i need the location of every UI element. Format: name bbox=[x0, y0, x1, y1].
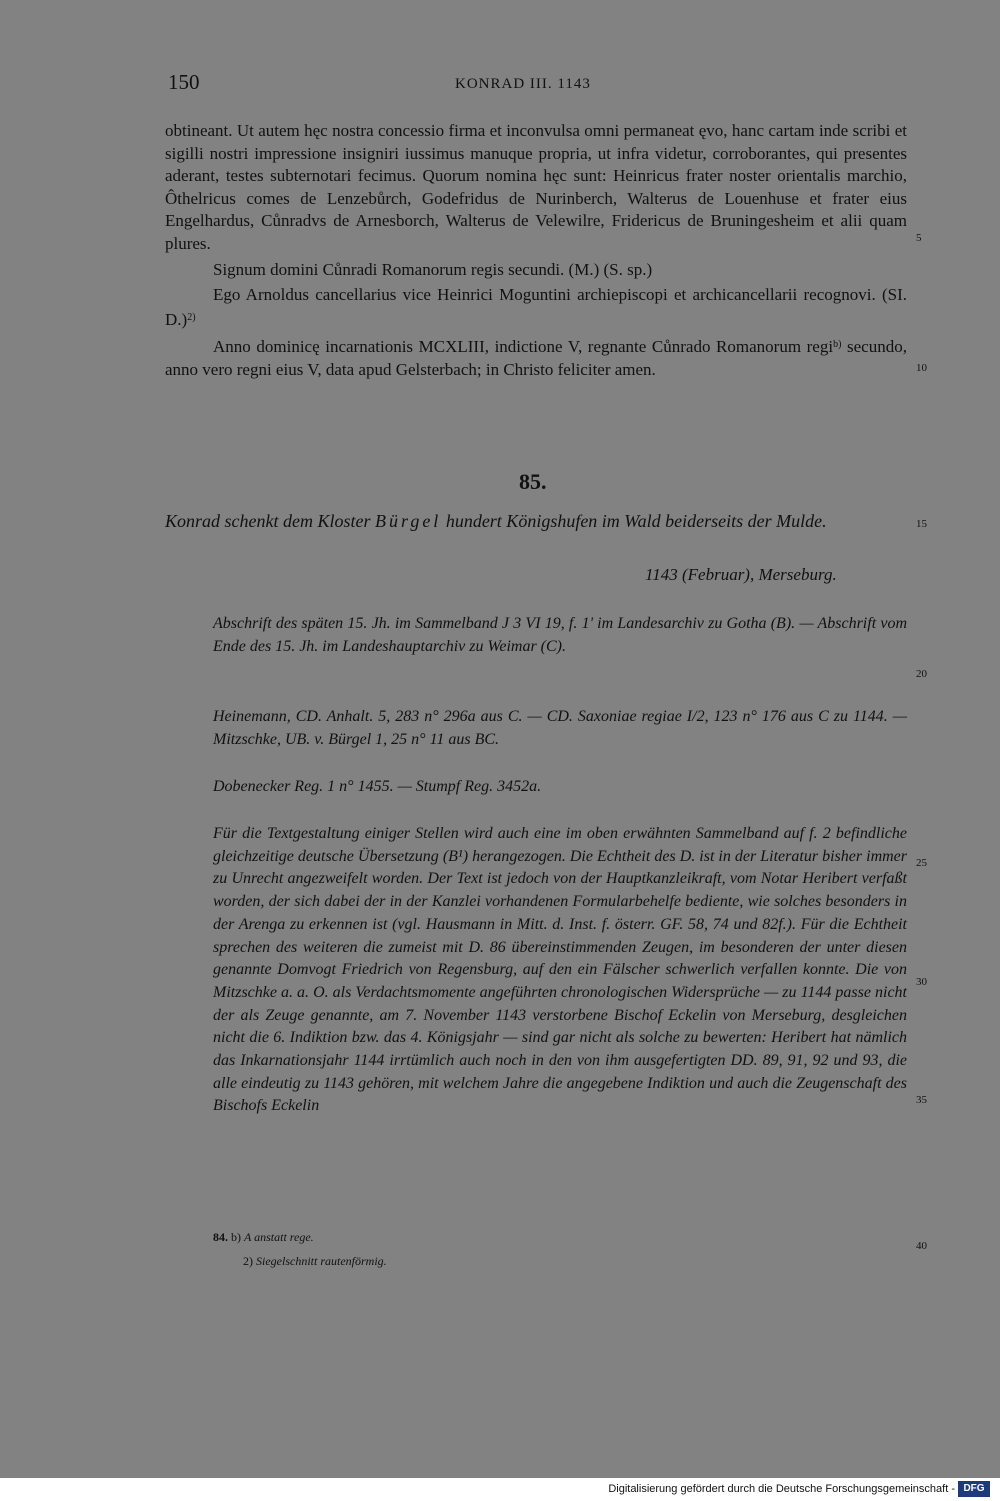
footer-bar bbox=[0, 1478, 1000, 1501]
tradition: Abschrift des späten 15. Jh. im Sammelband J 3 VI 19, f. 1' im Landesarchiv zu Gotha (B). — Abschrift vom Ende des 15. Jh. im Landeshauptarchiv zu Weimar (C). bbox=[213, 615, 907, 655]
page-number: 150 bbox=[168, 70, 200, 94]
footnote-mark: 2) bbox=[187, 311, 196, 323]
doc84-recognition bbox=[165, 284, 907, 331]
doc84-paragraph-1: obtineant. Ut autem hęc nostra concessio firma et inconvulsa omni permaneat ęvo, hanc cartam inde scribi et sigilli nostri impressione insigniri iussimus manuque propria, ut infra videtur, corroborantes, qui presentes aderant, testes subternotari fecimus. Quorum nomina hęc sunt: Heinricus frater noster orientalis marchio, Ôthelricus comes de Lenzebůrch, Godefridus de Nurinberch, Walterus de Louenhuse et frater eius Engelhardus, Cůnradvs de Arnesborch, Walterus de Velewilre, Fridericus de Bruningesheim et alii quam plures. bbox=[165, 121, 907, 253]
recognition-text: Ego Arnoldus cancellarius vice Heinrici Moguntini archiepiscopi et archicancellarii recognovi. (SI. D.) bbox=[165, 285, 907, 329]
footnote-text: Siegelschnitt rautenförmig. bbox=[256, 1254, 387, 1268]
regest bbox=[165, 510, 905, 533]
running-title: KONRAD III. 1143 bbox=[455, 76, 591, 92]
footnote-2 bbox=[243, 1254, 387, 1269]
footer-credit: Digitalisierung gefördert durch die Deutsche Forschungsgemeinschaft - bbox=[608, 1483, 955, 1495]
line-number: 10 bbox=[916, 362, 927, 374]
regesta: Dobenecker Reg. 1 n° 1455. — Stumpf Reg. 3452a. bbox=[213, 778, 542, 795]
footnote-text: A anstatt rege. bbox=[244, 1230, 314, 1244]
date-place: 1143 (Februar), Merseburg. bbox=[645, 565, 837, 584]
line-number: 15 bbox=[916, 518, 927, 530]
footnote-mark: 2) bbox=[243, 1254, 253, 1268]
line-number: 30 bbox=[916, 976, 927, 988]
footnote-ref: 84. bbox=[213, 1230, 228, 1244]
footnote-mark: b) bbox=[833, 339, 842, 351]
line-number: 25 bbox=[916, 857, 927, 869]
line-number: 20 bbox=[916, 668, 927, 680]
dating-text-cont: secundo, anno vero regni eius V, data apud Gelsterbach; in Christo feliciter amen. bbox=[165, 337, 907, 379]
line-number: 5 bbox=[916, 232, 922, 244]
regest-text-cont: hundert Königshufen im Wald beiderseits der Mulde. bbox=[441, 511, 827, 531]
document-number: 85. bbox=[519, 469, 547, 494]
footnote-1 bbox=[213, 1230, 314, 1245]
editions: Heinemann, CD. Anhalt. 5, 283 n° 296a aus C. — CD. Saxoniae regiae I/2, 123 n° 176 aus C zu 1144. — Mitzschke, UB. v. Bürgel 1, 25 n° 11 aus BC. bbox=[213, 708, 907, 748]
line-number: 35 bbox=[916, 1094, 927, 1106]
regest-text: Konrad schenkt dem Kloster bbox=[165, 511, 375, 531]
doc84-text bbox=[165, 120, 907, 382]
line-number: 40 bbox=[916, 1240, 927, 1252]
footnote-mark: b) bbox=[231, 1230, 241, 1244]
dating-text: Anno dominicę incarnationis MCXLIII, indictione V, regnante Cůnrado Romanorum regi bbox=[213, 337, 834, 357]
doc84-signum: Signum domini Cůnradi Romanorum regis secundi. (M.) (S. sp.) bbox=[213, 259, 653, 279]
regest-place: Bürgel bbox=[374, 511, 442, 531]
dfg-logo: DFG bbox=[958, 1481, 990, 1497]
commentary: Für die Textgestaltung einiger Stellen wird auch eine im oben erwähnten Sammelband auf f. 2 befindliche gleichzeitige deutsche Übersetzung (B¹) herangezogen. Die Echtheit des D. ist in der Literatur bisher immer zu Unrecht angezweifelt worden. Der Text ist jedoch von der Hauptkanzleikraft, vom Notar Heribert verfaßt worden, der sich dabei der in der Kanzlei vorhandenen Formularbehelfe bediente, wie solches besonders in der Arenga zu erkennen ist (vgl. Hausmann in Mitt. d. Inst. f. österr. GF. 58, 74 und 82f.). Für die Echtheit sprechen des weiteren die zumeist mit D. 86 übereinstimmenden Zeugen, im besonderen der unter diesen genannte Domvogt Friedrich von Regensburg, auf den ein Fälscher schwerlich verfallen konnte. Die von Mitzschke a. a. O. als Verdachtsmomente angeführten chronologischen Widersprüche — zu 1144 passe nicht der als Zeuge genannte, am 7. November 1143 verstorbene Bischof Eckelin von Merseburg, desgleichen nicht die 6. Indiktion bzw. das 4. Königsjahr — sind gar nicht als solche zu bewerten: Heribert hat nämlich das Inkarnationsjahr 1144 irrtümlich auch noch in den von ihm ausgefertigten DD. 89, 91, 92 und 93, die alle eindeutig zu 1143 gehören, mit welchem Jahre die angegebene Indiktion und auch die Zeugenschaft des Bischofs Eckelin bbox=[213, 825, 907, 1115]
doc84-dating bbox=[165, 334, 907, 381]
